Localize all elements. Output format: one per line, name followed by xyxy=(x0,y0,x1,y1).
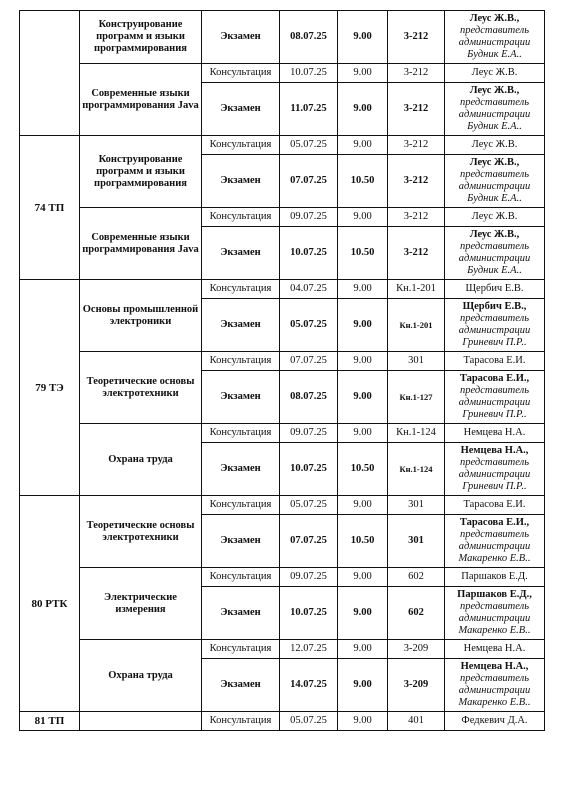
administration-label: администрации xyxy=(458,685,531,696)
admin-name: Макаренко Е.В.. xyxy=(458,697,531,708)
representative-label: представитель xyxy=(460,529,529,540)
examiner-cell xyxy=(445,83,545,136)
date-cell: 07.07.25 xyxy=(280,155,338,208)
exam-schedule-table xyxy=(19,10,545,731)
room-cell: Кн.1-124 xyxy=(388,424,445,443)
room-cell: 301 xyxy=(388,352,445,371)
table-row xyxy=(20,640,545,659)
subject-cell: Теоретические основы электротехники xyxy=(80,496,202,568)
admin-name: Гриневич П.Р.. xyxy=(462,337,527,348)
kind-cell: Экзамен xyxy=(202,515,280,568)
subject-cell: Конструирование программ и языки программирования xyxy=(80,11,202,64)
kind-cell: Консультация xyxy=(202,496,280,515)
time-cell: 9.00 xyxy=(338,352,388,371)
kind-cell: Консультация xyxy=(202,712,280,731)
admin-name: Макаренко Е.В.. xyxy=(458,625,531,636)
subject-cell: Конструирование программ и языки программирования xyxy=(80,136,202,208)
representative-label: представитель xyxy=(460,601,529,612)
kind-cell: Экзамен xyxy=(202,11,280,64)
time-cell: 9.00 xyxy=(338,208,388,227)
subject-cell: Современные языки программирования Java xyxy=(80,64,202,136)
kind-cell: Консультация xyxy=(202,352,280,371)
room-cell: Кн.1-124 xyxy=(388,443,445,496)
subject-cell: Теоретические основы электротехники xyxy=(80,352,202,424)
table-row xyxy=(20,208,545,227)
examiner-name: Леус Ж.В., xyxy=(469,229,520,240)
administration-label: администрации xyxy=(458,613,531,624)
table-row xyxy=(20,424,545,443)
subject-cell: Охрана труда xyxy=(80,640,202,712)
table-row xyxy=(20,496,545,515)
admin-name: Будник Е.А.. xyxy=(467,121,522,132)
room-cell: 3-212 xyxy=(388,83,445,136)
room-cell: 602 xyxy=(388,568,445,587)
kind-cell: Консультация xyxy=(202,208,280,227)
time-cell: 9.00 xyxy=(338,64,388,83)
examiner-cell xyxy=(445,515,545,568)
examiner-name: Немцева Н.А., xyxy=(460,661,529,672)
representative-label: представитель xyxy=(460,457,529,468)
examiner-cell xyxy=(445,227,545,280)
examiner-name: Тарасова Е.И., xyxy=(459,517,530,528)
kind-cell: Консультация xyxy=(202,640,280,659)
kind-cell: Экзамен xyxy=(202,155,280,208)
admin-name: Гриневич П.Р.. xyxy=(462,481,527,492)
table-row xyxy=(20,11,545,64)
date-cell: 09.07.25 xyxy=(280,424,338,443)
representative-label: представитель xyxy=(460,25,529,36)
subject-cell: Электрические измерения xyxy=(80,568,202,640)
examiner-cell xyxy=(445,659,545,712)
date-cell: 05.07.25 xyxy=(280,712,338,731)
schedule-body xyxy=(20,11,545,731)
administration-label: администрации xyxy=(458,541,531,552)
room-cell: 3-212 xyxy=(388,11,445,64)
table-row xyxy=(20,712,545,731)
group-cell: 79 ТЭ xyxy=(20,280,80,496)
room-cell: Кн.1-201 xyxy=(388,299,445,352)
teacher-cell: Леус Ж.В. xyxy=(445,208,545,227)
kind-cell: Экзамен xyxy=(202,659,280,712)
kind-cell: Консультация xyxy=(202,136,280,155)
examiner-name: Леус Ж.В., xyxy=(469,157,520,168)
teacher-cell: Тарасова Е.И. xyxy=(445,496,545,515)
examiner-cell xyxy=(445,299,545,352)
administration-label: администрации xyxy=(458,37,531,48)
time-cell: 9.00 xyxy=(338,280,388,299)
group-cell: 74 ТП xyxy=(20,136,80,280)
admin-name: Будник Е.А.. xyxy=(467,49,522,60)
administration-label: администрации xyxy=(458,181,531,192)
time-cell: 10.50 xyxy=(338,443,388,496)
table-row xyxy=(20,568,545,587)
room-cell: 3-212 xyxy=(388,227,445,280)
administration-label: администрации xyxy=(458,397,531,408)
examiner-name: Щербич Е.В., xyxy=(462,301,527,312)
kind-cell: Консультация xyxy=(202,568,280,587)
room-cell: 401 xyxy=(388,712,445,731)
group-cell: 81 ТП xyxy=(20,712,80,731)
time-cell: 10.50 xyxy=(338,515,388,568)
examiner-name: Леус Ж.В., xyxy=(469,85,520,96)
teacher-cell: Леус Ж.В. xyxy=(445,136,545,155)
administration-label: администрации xyxy=(458,469,531,480)
table-row xyxy=(20,136,545,155)
room-cell: 3-212 xyxy=(388,136,445,155)
administration-label: администрации xyxy=(458,109,531,120)
date-cell: 05.07.25 xyxy=(280,299,338,352)
date-cell: 09.07.25 xyxy=(280,568,338,587)
group-cell: 80 РТК xyxy=(20,496,80,712)
table-row xyxy=(20,352,545,371)
teacher-cell: Леус Ж.В. xyxy=(445,64,545,83)
kind-cell: Консультация xyxy=(202,424,280,443)
date-cell: 08.07.25 xyxy=(280,11,338,64)
kind-cell: Экзамен xyxy=(202,299,280,352)
admin-name: Будник Е.А.. xyxy=(467,193,522,204)
table-row xyxy=(20,280,545,299)
admin-name: Будник Е.А.. xyxy=(467,265,522,276)
examiner-cell xyxy=(445,443,545,496)
kind-cell: Экзамен xyxy=(202,371,280,424)
time-cell: 9.00 xyxy=(338,299,388,352)
time-cell: 9.00 xyxy=(338,659,388,712)
room-cell: 3-212 xyxy=(388,64,445,83)
time-cell: 9.00 xyxy=(338,587,388,640)
subject-cell: Охрана труда xyxy=(80,424,202,496)
date-cell: 07.07.25 xyxy=(280,515,338,568)
time-cell: 9.00 xyxy=(338,640,388,659)
room-cell: 3-209 xyxy=(388,640,445,659)
kind-cell: Экзамен xyxy=(202,443,280,496)
room-cell: Кн.1-201 xyxy=(388,280,445,299)
date-cell: 04.07.25 xyxy=(280,280,338,299)
representative-label: представитель xyxy=(460,97,529,108)
representative-label: представитель xyxy=(460,673,529,684)
room-cell: 602 xyxy=(388,587,445,640)
admin-name: Гриневич П.Р.. xyxy=(462,409,527,420)
date-cell: 12.07.25 xyxy=(280,640,338,659)
teacher-cell: Немцева Н.А. xyxy=(445,424,545,443)
kind-cell: Консультация xyxy=(202,280,280,299)
room-cell: 301 xyxy=(388,496,445,515)
kind-cell: Консультация xyxy=(202,64,280,83)
room-cell: 3-212 xyxy=(388,155,445,208)
examiner-name: Тарасова Е.И., xyxy=(459,373,530,384)
subject-cell xyxy=(80,712,202,731)
administration-label: администрации xyxy=(458,253,531,264)
date-cell: 08.07.25 xyxy=(280,371,338,424)
teacher-cell: Немцева Н.А. xyxy=(445,640,545,659)
time-cell: 9.00 xyxy=(338,712,388,731)
examiner-cell xyxy=(445,155,545,208)
date-cell: 10.07.25 xyxy=(280,587,338,640)
examiner-cell xyxy=(445,11,545,64)
time-cell: 10.50 xyxy=(338,155,388,208)
admin-name: Макаренко Е.В.. xyxy=(458,553,531,564)
date-cell: 05.07.25 xyxy=(280,496,338,515)
kind-cell: Экзамен xyxy=(202,587,280,640)
date-cell: 09.07.25 xyxy=(280,208,338,227)
time-cell: 9.00 xyxy=(338,424,388,443)
teacher-cell: Щербич Е.В. xyxy=(445,280,545,299)
time-cell: 9.00 xyxy=(338,83,388,136)
subject-cell: Современные языки программирования Java xyxy=(80,208,202,280)
date-cell: 10.07.25 xyxy=(280,443,338,496)
representative-label: представитель xyxy=(460,241,529,252)
date-cell: 10.07.25 xyxy=(280,64,338,83)
table-row xyxy=(20,64,545,83)
subject-cell: Основы промышленной электроники xyxy=(80,280,202,352)
room-cell: Кн.1-127 xyxy=(388,371,445,424)
representative-label: представитель xyxy=(460,385,529,396)
examiner-cell xyxy=(445,587,545,640)
teacher-cell: Тарасова Е.И. xyxy=(445,352,545,371)
room-cell: 301 xyxy=(388,515,445,568)
teacher-cell: Федкевич Д.А. xyxy=(445,712,545,731)
date-cell: 11.07.25 xyxy=(280,83,338,136)
date-cell: 05.07.25 xyxy=(280,136,338,155)
representative-label: представитель xyxy=(460,169,529,180)
room-cell: 3-209 xyxy=(388,659,445,712)
date-cell: 07.07.25 xyxy=(280,352,338,371)
time-cell: 10.50 xyxy=(338,227,388,280)
kind-cell: Экзамен xyxy=(202,83,280,136)
administration-label: администрации xyxy=(458,325,531,336)
teacher-cell: Паршаков Е.Д. xyxy=(445,568,545,587)
time-cell: 9.00 xyxy=(338,371,388,424)
time-cell: 9.00 xyxy=(338,568,388,587)
time-cell: 9.00 xyxy=(338,496,388,515)
date-cell: 14.07.25 xyxy=(280,659,338,712)
room-cell: 3-212 xyxy=(388,208,445,227)
examiner-name: Паршаков Е.Д., xyxy=(457,589,532,600)
time-cell: 9.00 xyxy=(338,136,388,155)
kind-cell: Экзамен xyxy=(202,227,280,280)
examiner-name: Немцева Н.А., xyxy=(460,445,529,456)
representative-label: представитель xyxy=(460,313,529,324)
examiner-cell xyxy=(445,371,545,424)
group-cell xyxy=(20,11,80,136)
time-cell: 9.00 xyxy=(338,11,388,64)
examiner-name: Леус Ж.В., xyxy=(469,13,520,24)
date-cell: 10.07.25 xyxy=(280,227,338,280)
